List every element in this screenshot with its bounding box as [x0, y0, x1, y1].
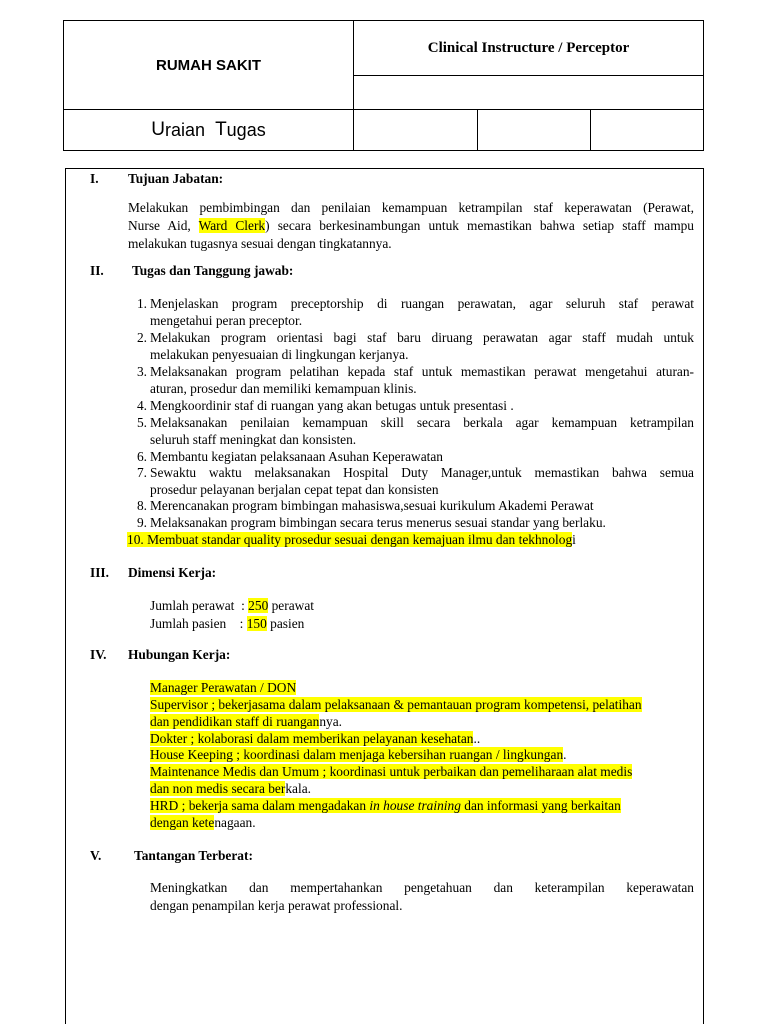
- list-item: Melaksanakan penilaian kemampuan skill secara berkala agar kemampuan ketrampilan: [150, 415, 694, 430]
- list-item: prosedur pelayanan berjalan cepat tepat dan konsisten: [150, 482, 439, 497]
- list-item: Melakukan program orientasi bagi staf baru diruang perawatan agar staff mudah untuk: [150, 330, 694, 345]
- divider: [590, 109, 591, 151]
- list-item: Membantu kegiatan pelaksanaan Asuhan Keperawatan: [150, 449, 443, 464]
- title-letter: T: [215, 119, 227, 140]
- divider: [353, 109, 354, 151]
- section-1-line: melakukan tugasnya sesuai dengan tingkatannya.: [128, 236, 392, 251]
- list-number: 10.: [127, 532, 144, 547]
- relation-line: [150, 696, 642, 713]
- section-1-title: Tujuan Jabatan:: [128, 171, 224, 186]
- title-word: raian: [165, 119, 206, 140]
- section-5-title: Tantangan Terberat:: [134, 848, 253, 863]
- highlight: Ward Clerk: [198, 218, 266, 233]
- unit: perawat: [268, 598, 314, 613]
- list-item: Mengkoordinir staf di ruangan yang akan betugas untuk presentasi .: [150, 398, 514, 413]
- highlight: dan pendidikan staff di ruangan: [150, 714, 320, 729]
- value: 150: [246, 616, 267, 631]
- highlight-italic: in house training: [369, 798, 461, 813]
- text: ) secara berkesinambungan untuk memastikan bahwa setiap staff mampu: [265, 218, 695, 233]
- section-1-number: I.: [90, 171, 99, 186]
- section-1-line: Melakukan pembimbingan dan penilaian kemampuan ketrampilan staf keperawatan (Perawat,: [128, 200, 694, 215]
- section-5-line: Meningkatkan dan mempertahankan pengetahuan dan keterampilan keperawatan: [150, 880, 694, 895]
- unit: pasien: [266, 616, 305, 631]
- highlight: House Keeping ; koordinasi dalam menjaga kebersihan ruangan / lingkungan: [150, 747, 564, 762]
- header-table: [63, 20, 704, 151]
- list-number: 2.: [136, 330, 147, 345]
- value: 250: [248, 598, 269, 613]
- list-number: 6.: [136, 449, 147, 464]
- highlight: Manager Perawatan / DON: [150, 680, 297, 695]
- relation-line: [150, 763, 632, 780]
- divider: [353, 75, 704, 76]
- list-number: 7.: [136, 465, 147, 480]
- section-4-number: IV.: [90, 647, 107, 662]
- title-letter: U: [151, 119, 166, 140]
- relation-line: [150, 746, 567, 763]
- list-number: 9.: [136, 515, 147, 530]
- relation-line: [150, 780, 311, 797]
- label: Jumlah pasien :: [150, 616, 247, 631]
- text: kala.: [285, 781, 311, 796]
- relation-line: [150, 797, 621, 814]
- list-item: melakukan penyesuaian di lingkungan kerjanya.: [150, 347, 409, 362]
- title-word: ugas: [226, 119, 266, 140]
- list-item: seluruh staff meningkat dan konsisten.: [150, 432, 357, 447]
- list-number: 4.: [136, 398, 147, 413]
- text: Nurse Aid,: [128, 218, 191, 233]
- list-item: Merencanakan program bimbingan mahasiswa,sesuai kurikulum Akademi Perawat: [150, 498, 594, 513]
- section-5-number: V.: [90, 848, 102, 863]
- text: nagaan.: [214, 815, 256, 830]
- highlight: Supervisor ; bekerjasama dalam pelaksanaan & pemantauan program kompetensi, pelatihan: [150, 697, 642, 712]
- section-1-line: [128, 217, 694, 234]
- document-title: [64, 109, 353, 151]
- highlight: dan non medis secara ber: [150, 781, 286, 796]
- section-2-title: Tugas dan Tanggung jawab:: [132, 263, 294, 278]
- highlight: dengan kete: [150, 815, 215, 830]
- section-3-number: III.: [90, 565, 109, 580]
- text: i: [572, 532, 576, 547]
- list-item: Melaksanakan program bimbingan secara terus menerus sesuai standar yang berlaku.: [150, 515, 606, 530]
- relation-line: [150, 730, 480, 747]
- relation-line: [150, 814, 256, 831]
- label: Jumlah perawat :: [150, 598, 249, 613]
- hospital-name: RUMAH SAKIT: [156, 56, 261, 74]
- patient-count: [150, 615, 304, 632]
- list-number: 5.: [136, 415, 147, 430]
- list-number: 8.: [136, 498, 147, 513]
- list-item: mengetahui peran preceptor.: [150, 313, 303, 328]
- highlight: Membuat standar quality prosedur sesuai dengan kemajuan ilmu dan tekhnolog: [147, 532, 573, 547]
- list-number: 1.: [136, 296, 147, 311]
- nurse-count: [150, 597, 314, 614]
- list-number: 3.: [136, 364, 147, 379]
- relation-line: [150, 713, 342, 730]
- position-title: Clinical Instructure / Perceptor: [427, 39, 630, 56]
- section-4-title: Hubungan Kerja:: [128, 647, 231, 662]
- list-item: Melaksanakan program pelatihan kepada staf untuk memastikan perawat mengetahui aturan-: [150, 364, 694, 379]
- divider: [477, 109, 478, 151]
- highlight: Dokter ; kolaborasi dalam memberikan pelayanan kesehatan: [150, 731, 474, 746]
- text: .: [563, 747, 567, 762]
- text: nya.: [319, 714, 343, 729]
- list-item: Sewaktu waktu melaksanakan Hospital Duty Manager,untuk memastikan bahwa semua: [150, 465, 694, 480]
- section-5-line: dengan penampilan kerja perawat professional.: [150, 898, 403, 913]
- highlight: Maintenance Medis dan Umum ; koordinasi untuk perbaikan dan pemeliharaan alat medis: [150, 764, 633, 779]
- list-item: Menjelaskan program preceptorship di ruangan perawatan, agar seluruh staf perawat: [150, 296, 694, 311]
- list-item-10: [127, 531, 576, 548]
- text: ..: [473, 731, 481, 746]
- section-2-number: II.: [90, 263, 104, 278]
- highlight: dan informasi yang berkaitan: [460, 798, 621, 813]
- list-item: aturan, prosedur dan memiliki kemampuan klinis.: [150, 381, 417, 396]
- section-3-title: Dimensi Kerja:: [128, 565, 217, 580]
- highlight: HRD ; bekerja sama dalam mengadakan: [150, 798, 370, 813]
- relation-line: [150, 679, 296, 696]
